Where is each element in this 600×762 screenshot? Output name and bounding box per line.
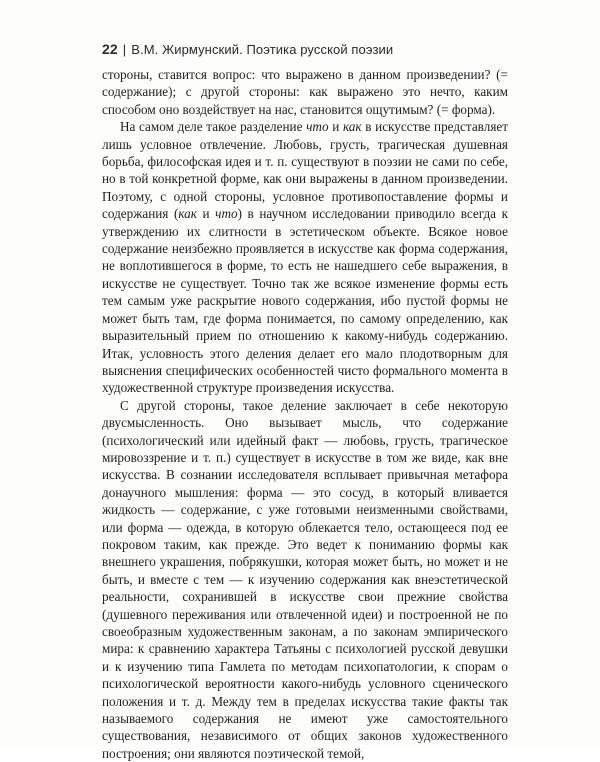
italic-term: как	[342, 119, 362, 135]
paragraph-continuation	[102, 66, 508, 118]
header-separator: |	[122, 42, 127, 57]
running-title: В.М. Жирмунский. Поэтика русской поэзии	[131, 42, 394, 57]
text-run: в искусстве представляет лишь условное отвлечение. Любовь, грусть, трагическая душевная борьба, философская идея и т. п. существуют в поэзии не сами по себе, но в той конкретной форме, как они выражены в данном произведении. Поэтому, с одной стороны, условное противопоставление формы и содержания (	[102, 119, 508, 222]
body-text	[102, 66, 508, 762]
running-header	[102, 41, 393, 57]
text-run: На самом деле такое разделение	[120, 119, 307, 135]
text-run: и	[328, 119, 343, 135]
italic-term: что	[215, 206, 238, 222]
paragraph-form-content-division	[102, 118, 508, 397]
text-run: С другой стороны, такое деление заключает в себе некоторую двусмысленность. Оно вызывает мысль, что содержание (психологический или идейный факт — любовь, грусть, трагическое мировоззрение и т. п.) существует в искусстве в том же виде, как вне искусства. В сознании исследователя всплывает привычная метафора донаучного мышления: форма — это сосуд, в который вливается жидкость — содержание, с уже готовыми неизменными свойствами, или форма — одежда, в которую облекается тело, остающееся под ее покровом таким, как прежде. Это ведет к пониманию формы как внешнего украшения, побрякушки, которая может быть, но может и не быть, и вместе с тем — к изучению содержания как внеэстетической реальности, сохранившей в искусстве свои прежние свойства (душевного переживания или отвлеченной идеи) и построенной не по своеобразным художественным законам, а по законам эмпирического мира: к сравнению характера Татьяны с психологией русской девушки и к изучению типа Гамлета по методам психопатологии, к спорам о психологической вероятности какого-нибудь условного сценического положения и т. д. Между тем в пределах искусства такие факты так называемого содержания не имеют уже самостоятельного существования, независимого от общих законов художественного построения; они являются поэтической темой,	[102, 397, 508, 761]
italic-term: что	[306, 119, 329, 135]
text-run: и	[196, 206, 216, 222]
paragraph-ambiguity	[102, 397, 508, 762]
text-run: ) в научном исследовании приводило всегда к утверждению их слитности в эстетическом объекте. Всякое новое содержание неизбежно проявляется в искусстве как форма содержания, не воплотившегося в форме, то есть не нашедшего себе выражения, в искусстве не существует. Точно так же всякое изменение формы есть тем самым уже раскрытие нового содержания, ибо пустой формы не может быть там, где форма понимается, по самому определению, как выразительный прием по отношению к какому-нибудь содержанию. Итак, условность этого деления делает его мало плодотворным для выяснения специфических особенностей чисто формального момента в художественной структуре произведения искусства.	[102, 206, 509, 396]
italic-term: как	[178, 206, 197, 222]
page-number: 22	[102, 41, 118, 57]
text-run: стороны, ставится вопрос: что выражено в данном произведении? (= содержание); с другой стороны: как выражено это нечто, каким способом оно воздействует на нас, становится ощутимым? (= форма).	[102, 67, 508, 117]
